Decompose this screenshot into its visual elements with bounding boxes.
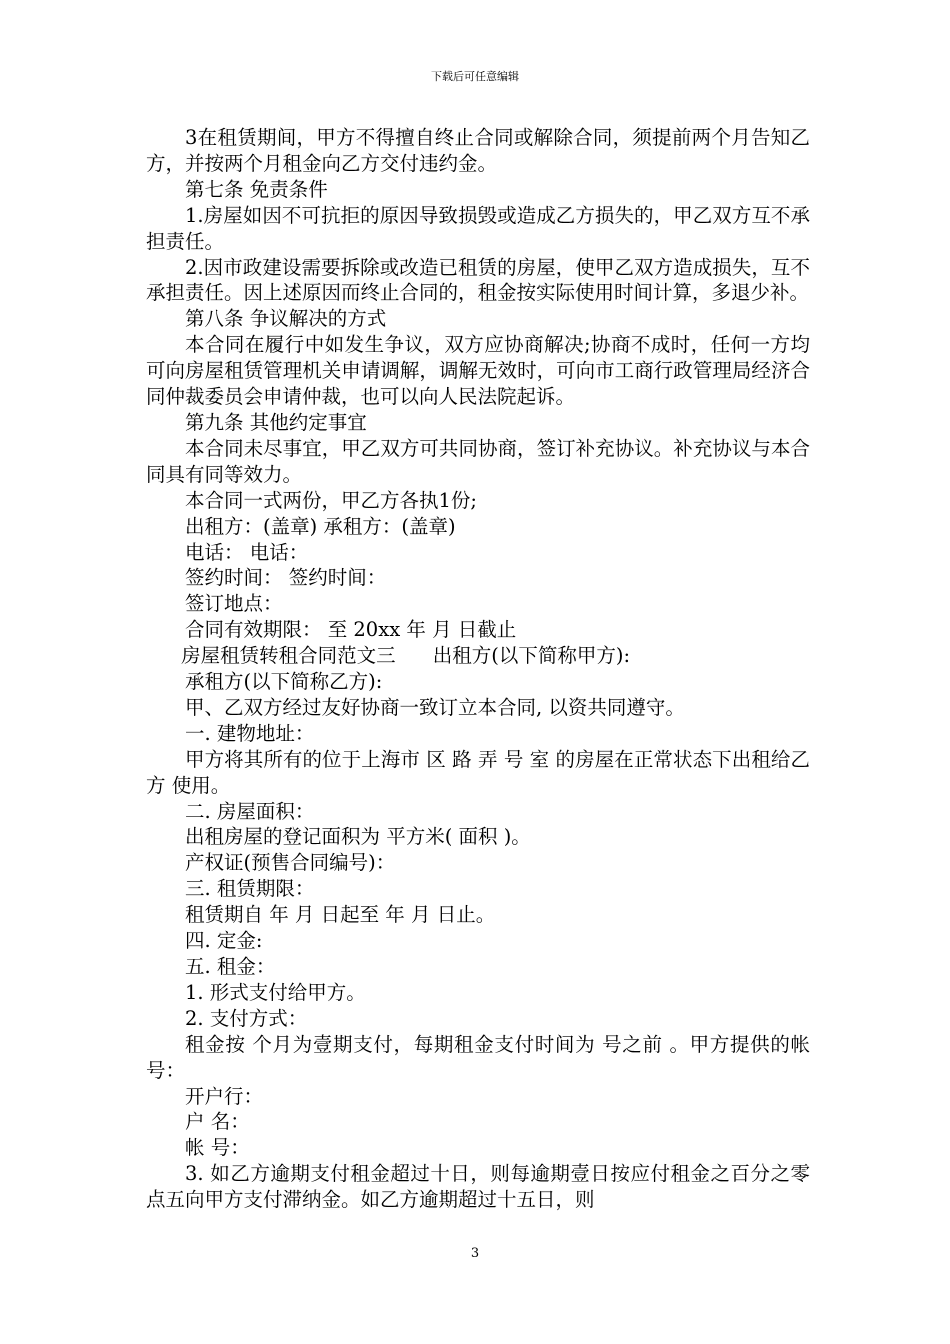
account-number: 帐 号： [185, 1136, 250, 1160]
paragraph-lease-term: 租赁期自 年 月 日起至 年 月 日止。 [185, 903, 496, 927]
paragraph-property-address: 甲方将其所有的位于上海市 区 路 弄 号 室 的房屋在正常状态下出租给乙方 使用。 [146, 747, 810, 797]
article-7-heading: 第七条 免责条件 [185, 177, 328, 201]
paragraph-dispute-resolution: 本合同在履行中如发生争议，双方应协商解决;协商不成时，任何一方均可向房屋租赁管理机关申请调解，调解无效时，可向市工商行政管理局经济合同仲裁委员会申请仲裁，也可以向人民法院起诉。 [146, 333, 810, 409]
signature-parties: 出租方：(盖章) 承租方：(盖章) [185, 514, 456, 538]
lessee-line: 承租方(以下简称乙方): [185, 670, 383, 694]
section-4-heading: 四. 定金: [185, 929, 263, 953]
paragraph-force-majeure: 1.房屋如因不可抗拒的原因导致损毁或造成乙方损失的，甲乙双方互不承担责任。 [146, 203, 810, 253]
agreement-intro: 甲、乙双方经过友好协商一致订立本合同, 以资共同遵守。 [185, 695, 685, 719]
page-header: 下载后可任意编辑 [431, 70, 519, 83]
rent-item-2: 2. 支付方式： [185, 1006, 308, 1030]
paragraph-copies: 本合同一式两份，甲乙方各执1份; [185, 488, 477, 512]
section-5-heading: 五. 租金： [185, 955, 276, 978]
account-name: 户 名： [185, 1110, 250, 1134]
document-body [146, 125, 810, 1213]
section-3-heading: 三. 租赁期限： [185, 877, 315, 901]
section-2-heading: 二. 房屋面积： [185, 799, 315, 823]
paragraph-late-fee: 3. 如乙方逾期支付租金超过十日，则每逾期壹日按应付租金之百分之零点五向甲方支付滞纳金。如乙方逾期超过十五日，则 [146, 1162, 810, 1212]
paragraph-area: 出租房屋的登记面积为 平方米( 面积 )。 [185, 825, 531, 849]
article-8-heading: 第八条 争议解决的方式 [185, 307, 387, 331]
bank-name: 开户行： [185, 1084, 264, 1108]
template-3-title: 房屋租赁转租合同范文三 出租方(以下简称甲方): [181, 644, 631, 668]
paragraph-municipal-demolition: 2.因市政建设需要拆除或改造已租赁的房屋，使甲乙双方造成损失，互不承担责任。因上述原因而终止合同的，租金按实际使用时间计算，多退少补。 [146, 255, 810, 305]
signature-phones: 电话： 电话： [185, 540, 309, 564]
signature-dates: 签约时间： 签约时间： [185, 566, 387, 590]
rent-item-1: 1. 形式支付给甲方。 [185, 980, 366, 1004]
article-9-heading: 第九条 其他约定事宜 [185, 410, 367, 434]
paragraph-supplementary-agreement: 本合同未尽事宜，甲乙双方可共同协商，签订补充协议。补充协议与本合同具有同等效力。 [146, 436, 810, 486]
page-number: 3 [470, 1246, 480, 1261]
section-1-heading: 一. 建物地址： [185, 721, 315, 745]
signature-location: 签订地点： [185, 592, 283, 616]
paragraph-payment-schedule: 租金按 个月为壹期支付，每期租金支付时间为 号之前 。甲方提供的帐号： [146, 1032, 810, 1082]
contract-validity: 合同有效期限： 至 20xx 年 月 日截止 [185, 618, 517, 642]
paragraph-termination-penalty: 3在租赁期间，甲方不得擅自终止合同或解除合同，须提前两个月告知乙方，并按两个月租金向乙方交付违约金。 [146, 126, 810, 175]
paragraph-title-certificate: 产权证(预售合同编号)： [185, 851, 396, 875]
